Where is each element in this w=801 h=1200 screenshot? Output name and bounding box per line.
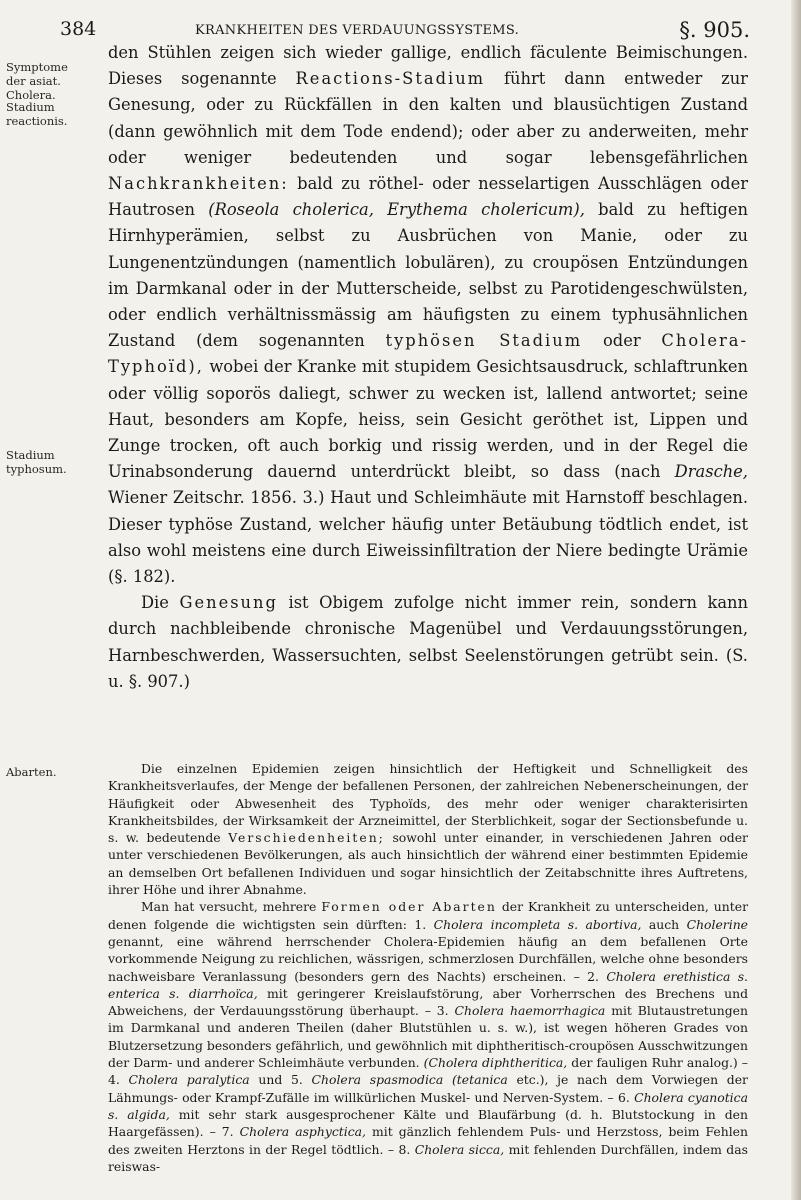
margin-note-reactionis: Stadium reactionis. [6,100,68,128]
term-verschiedenheiten: Verschiedenheiten; [228,830,385,846]
small-print-abarten [108,760,748,1175]
paragraph-genesung: Die Genesung ist Obigem zufolge nicht immer rein, sondern kann durch nachbleibende chronische Magenübel und Verdauungsstörungen, Harnbeschwerden, Wassersuchten, selbst Seelenstörungen getrübt sein. (S. u. §. 907.) [108,593,748,691]
italic-drasche: Drasche, [674,462,748,482]
italic-roseola: (Roseola cholerica, Erythema cholericum), [208,200,585,220]
margin-note-abarten: Abarten. [6,765,57,779]
page-number: 384 [60,18,97,40]
small-paragraph-epidemien: Die einzelnen Epidemien zeigen hinsichtlich der Heftigkeit und Schnelligkeit des Krankheitsverlaufes, der Menge der befallenen Personen, der zahlreichen Nebenerscheinungen, der Häufigkeit oder Abwesenheit des Typhoïds, des mehr oder weniger charakterisirten Krankheitsbildes, der Wirksamkeit der Arzneimittel, der Sterblichkeit, sogar der Sectionsbefunde u. s. w. bedeutende Verschiedenheiten; sowohl unter einander, in verschiedenen Jahren oder unter verschiedenen Bevölkerungen, als auch hinsichtlich der während einer bestimmten Epidemie an demselben Ort befallenen Individuen und sogar hinsichtlich der Zeitabschnitte ihres Auftretens, ihrer Höhe und ihrer Abnahme. [108,761,748,898]
term-nachkrankheiten: Nachkrankheiten: [108,174,289,194]
section-number: §. 905. [679,18,750,42]
main-text [108,40,748,695]
margin-note-typhosum: Stadium typhosum. [6,448,67,476]
paragraph-stadium: den Stühlen zeigen sich wieder gallige, endlich fäculente Beimischungen. Dieses sogenannte Reactions-Stadium führt dann entweder zur Genesung, oder zu Rückfällen in den kalten und blausüchtigen Zustand (dann gewöhnlich mit dem Tode endend); oder aber zu anderweiten, mehr oder weniger bedeutenden und sogar lebensgefährlichen Nachkrankheiten: bald zu röthel- oder nesselartigen Ausschlägen oder Hautrosen (Roseola cholerica, Erythema cholericum), bald zu heftigen Hirnhyperämien, selbst zu Ausbrüchen von Manie, oder zu Lungenentzündungen (namentlich lobulären), zu croupösen Entzündungen im Darmkanal oder in der Mutterscheide, selbst zu Parotidengeschwülsten, oder endlich verhältnissmässig am häufigsten zu einem typhusähnlichen Zustand (dem sogenannten typhösen Stadium oder Cholera-Typhoïd), wobei der Kranke mit stupidem Gesichtsausdruck, schlaftrunken oder völlig soporös daliegt, schwer zu wecken ist, lallend antwortet; seine Haut, besonders am Kopfe, heiss, sein Gesicht geröthet ist, Lippen und Zunge trocken, oft auch borkig und rissig werden, und in der Regel die Urinabsonderung dauernd unterdrückt bleibt, so dass (nach Drasche, Wiener Zeitschr. 1856. 3.) Haut und Schleimhäute mit Harnstoff beschlagen. Dieser typhöse Zustand, welcher häufig unter Betäubung tödtlich endet, ist also wohl meistens eine durch Eiweissinfiltration der Niere bedingte Urämie (§. 182). [108,43,748,587]
running-title: KRANKHEITEN DES VERDAUUNGSSYSTEMS. [195,23,520,38]
term-cholera-typhoid: Cholera-Typhoïd), [108,331,748,377]
term-reactions-stadium: Reactions-Stadium [295,69,486,89]
page-edge-shadow [791,0,801,1200]
term-typhoesen-stadium: typhösen Stadium [385,331,583,351]
margin-note-symptome: Symptome der asiat. Cholera. [6,60,68,102]
small-paragraph-formen: Man hat versucht, mehrere Formen oder Abarten der Krankheit zu unterscheiden, unter denen folgende die wichtigsten sein dürften: 1. Cholera incompleta s. abortiva, auch Cholerine genannt, eine während herrschender Cholera-Epidemien häufig an dem befallenen Orte vorkommende Neigung zu reichlichen, wässrigen, schmerzlosen Durchfällen, welche ohne besonders nachweisbare Veranlassung (besonders gern des Nachts) erscheinen. – 2. Cholera erethistica s. enterica s. diarrhoïca, mit geringerer Kreislaufstörung, aber Vorherrschen des Brechens und Abweichens, der Verdauungsstörung überhaupt. – 3. Cholera haemorrhagica mit Blutaustretungen im Darmkanal und anderen Theilen (daher Blutstühlen u. s. w.), ist wegen höheren Grades von Blutzersetzung besonders gefährlich, und gewöhnlich mit diphtheritisch-croupösen Ausschwitzungen der Darm- und anderer Schleimhäute verbunden. (Cholera diphtheritica, der fauligen Ruhr analog.) – 4. Cholera paralytica und 5. Cholera spasmodica (tetanica etc.), je nach dem Vorwiegen der Lähmungs- oder Krampf-Zufälle im willkürlichen Muskel- und Nerven-System. – 6. Cholera cyanotica s. algida, mit sehr stark ausgesprochener Kälte und Blaufärbung (d. h. Blutstockung in den Haargefässen). – 7. Cholera asphyctica, mit gänzlich fehlendem Puls- und Herzstoss, beim Fehlen des zweiten Herztons in der Regel tödtlich. – 8. Cholera sicca, mit fehlenden Durchfällen, indem das reiswas- [108,899,749,1174]
term-formen-abarten: Formen oder Abarten [321,899,497,915]
term-genesung: Genesung [179,593,278,613]
